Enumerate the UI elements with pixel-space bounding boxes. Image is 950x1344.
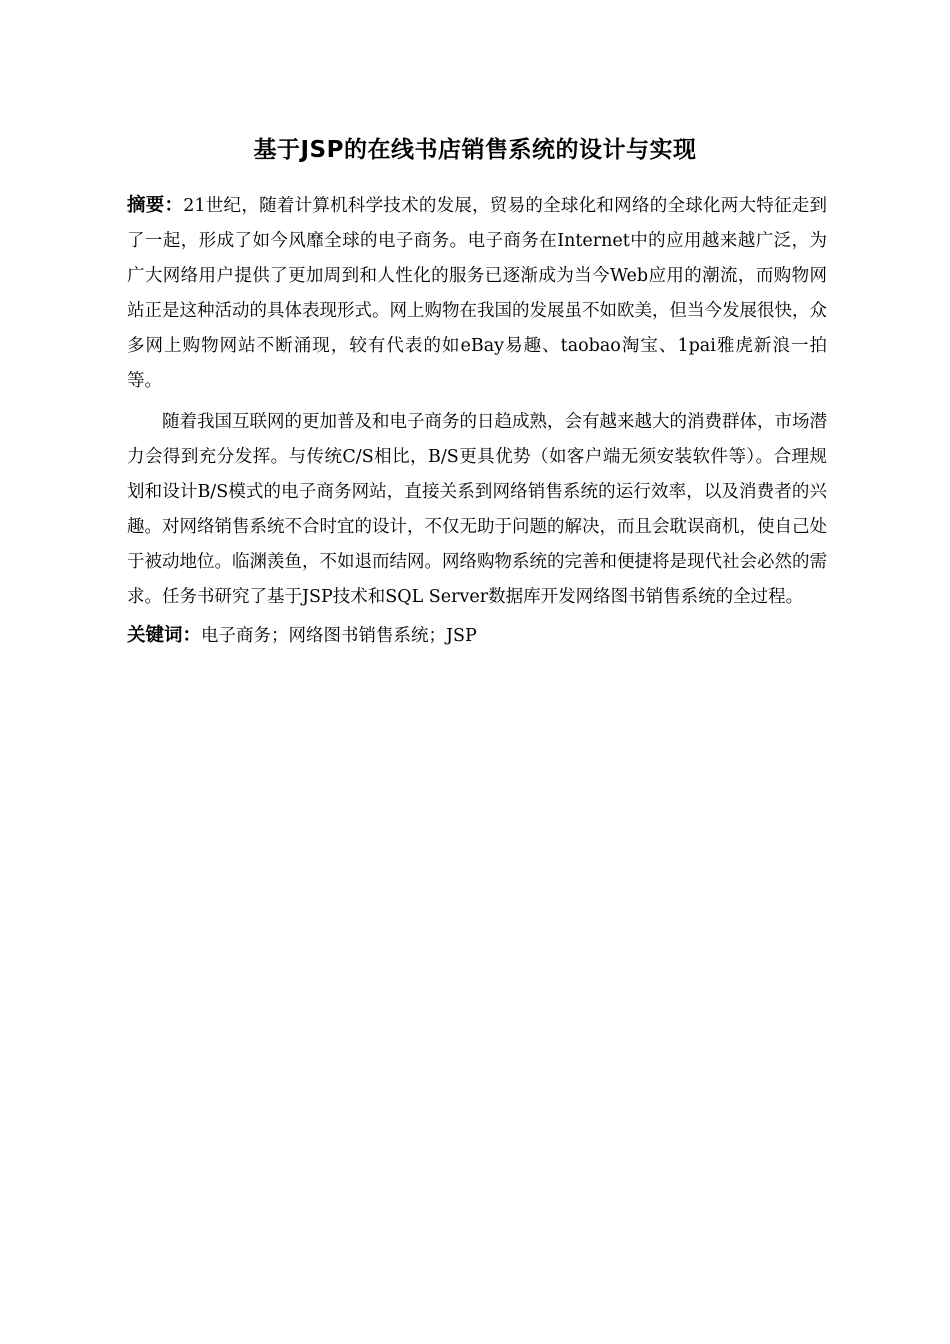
keywords-label: 关键词： xyxy=(127,625,202,646)
abstract-paragraph-2: 随着我国互联网的更加普及和电子商务的日趋成熟，会有越来越大的消费群体，市场潜力会得到充分发挥。与传统C/S相比，B/S更具优势（如客户端无须安装软件等）。合理规划和设计B/S模式的电子商务网站，直接关系到网络销售系统的运行效率，以及消费者的兴趣。对网络销售系统不合时宜的设计，不仅无助于问题的解决，而且会耽误商机，使自己处于被动地位。临渊羡鱼，不如退而结网。网络购物系统的完善和便捷将是现代社会必然的需求。任务书研究了基于JSP技术和SQL Server数据库开发网络图书销售系统的全过程。 xyxy=(127,412,827,607)
keywords-line xyxy=(127,618,827,654)
abstract-section xyxy=(127,188,827,654)
document-title: 基于JSP的在线书店销售系统的设计与实现 xyxy=(253,137,697,163)
abstract-label: 摘要： xyxy=(127,195,184,216)
keywords-value: 电子商务；网络图书销售系统；JSP xyxy=(201,626,477,646)
abstract-text-1: 21世纪，随着计算机科学技术的发展，贸易的全球化和网络的全球化两大特征走到了一起，形成了如今风靡全球的电子商务。电子商务在Internet中的应用越来越广泛，为广大网络用户提供了更加周到和人性化的服务已逐渐成为当今Web应用的潮流，而购物网站正是这种活动的具体表现形式。网上购物在我国的发展虽不如欧美，但当今发展很快，众多网上购物网站不断涌现，较有代表的如eBay易趣、taobao淘宝、1pai雅虎新浪一拍等。 xyxy=(127,196,827,391)
abstract-paragraph-1 xyxy=(127,188,827,399)
